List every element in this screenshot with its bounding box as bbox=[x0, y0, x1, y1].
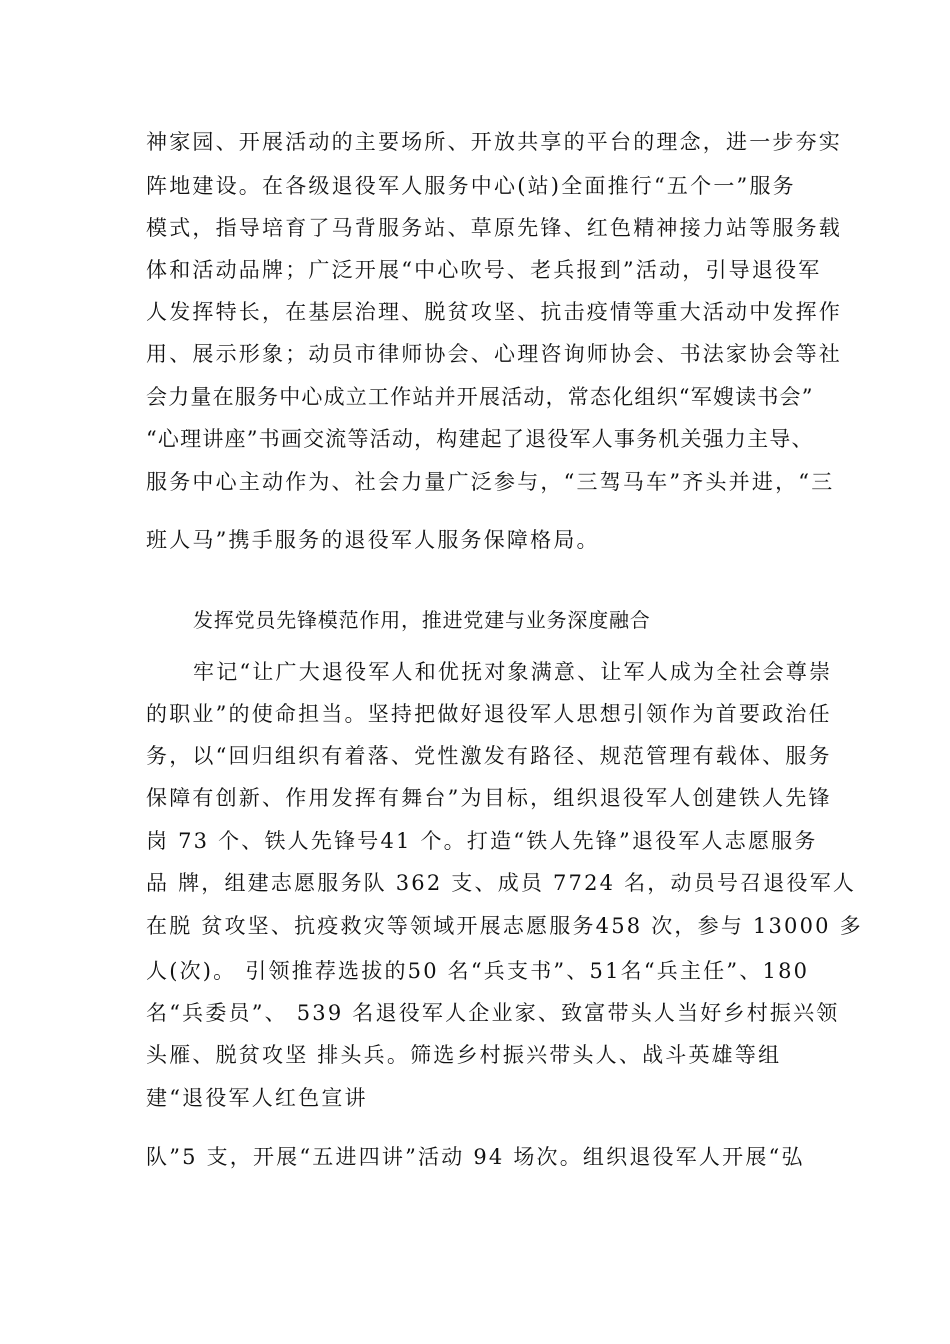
paragraph-2-line: 队”5 支，开展“五进四讲”活动 94 场次。组织退役军人开展“弘 bbox=[146, 1145, 805, 1169]
paragraph-2-line: 建“退役军人红色宣讲 bbox=[146, 1086, 368, 1110]
paragraph-1-line: 人发挥特长，在基层治理、脱贫攻坚、抗击疫情等重大活动中发挥作 bbox=[146, 300, 842, 324]
paragraph-1-line: 用、展示形象；动员市律师协会、心理咨询师协会、书法家协会等社 bbox=[146, 342, 842, 366]
paragraph-1-line: 班人马”携手服务的退役军人服务保障格局。 bbox=[146, 528, 600, 552]
paragraph-2-line: 品 牌，组建志愿服务队 362 支、成员 7724 名，动员号召退役军人 bbox=[146, 871, 857, 895]
paragraph-2-line: 务，以“回归组织有着落、党性激发有路径、规范管理有载体、服务 bbox=[146, 744, 832, 768]
paragraph-2-line: 保障有创新、作用发挥有舞台”为目标，组织退役军人创建铁人先锋 bbox=[146, 786, 832, 810]
paragraph-2-line: 牢记“让广大退役军人和优抚对象满意、让军人成为全社会尊崇 bbox=[193, 660, 833, 684]
paragraph-1-line: 神家园、开展活动的主要场所、开放共享的平台的理念，进一步夯实 bbox=[146, 130, 842, 154]
paragraph-1-line: 服务中心主动作为、社会力量广泛参与，“三驾马车”齐头并进，“三 bbox=[146, 470, 835, 494]
paragraph-2-line: 名“兵委员”、 539 名退役军人企业家、致富带头人当好乡村振兴领 bbox=[146, 1001, 840, 1025]
paragraph-1-line: 体和活动品牌；广泛开展“中心吹号、老兵报到”活动，引导退役军 bbox=[146, 258, 822, 282]
paragraph-1-line: “心理讲座”书画交流等活动，构建起了退役军人事务机关强力主导、 bbox=[146, 427, 814, 451]
paragraph-1-line: 会力量在服务中心成立工作站并开展活动，常态化组织“军嫂读书会” bbox=[146, 385, 814, 409]
paragraph-2-line: 人(次)。 引领推荐选拔的50 名“兵支书”、51名“兵主任”、180 bbox=[146, 959, 810, 983]
paragraph-1-line: 阵地建设。在各级退役军人服务中心(站)全面推行“五个一”服务 bbox=[146, 174, 796, 198]
paragraph-2-line: 在脱 贫攻坚、抗疫救灾等领域开展志愿服务458 次，参与 13000 多 bbox=[146, 914, 863, 938]
paragraph-2-line: 岗 73 个、铁人先锋号41 个。打造“铁人先锋”退役军人志愿服务 bbox=[146, 829, 818, 853]
section-heading: 发挥党员先锋模范作用，推进党建与业务深度融合 bbox=[193, 608, 651, 632]
paragraph-1-line: 模式，指导培育了马背服务站、草原先锋、红色精神接力站等服务载 bbox=[146, 216, 842, 240]
paragraph-2-line: 的职业”的使命担当。坚持把做好退役军人思想引领作为首要政治任 bbox=[146, 702, 832, 726]
paragraph-2-line: 头雁、脱贫攻坚 排头兵。筛选乡村振兴带头人、战斗英雄等组 bbox=[146, 1043, 782, 1067]
